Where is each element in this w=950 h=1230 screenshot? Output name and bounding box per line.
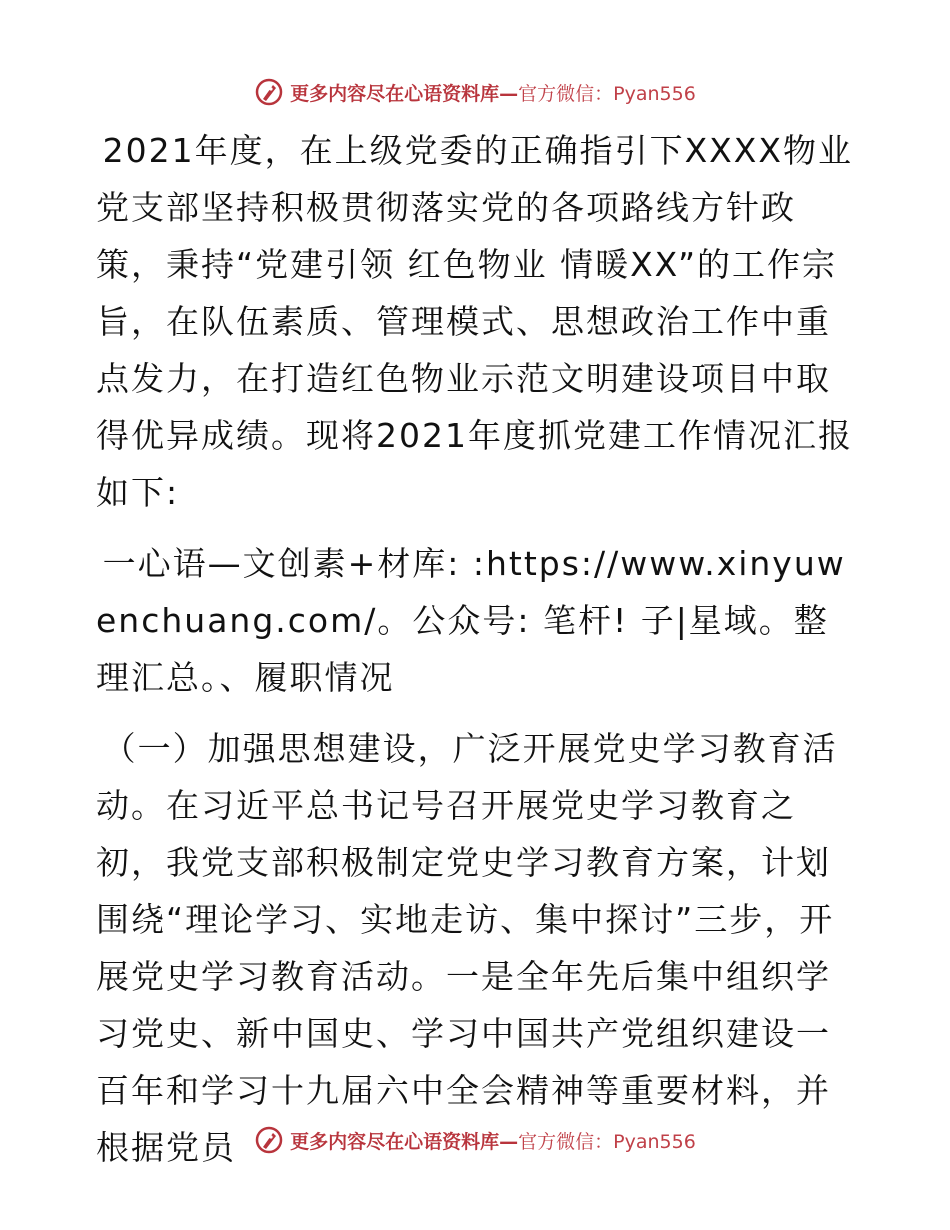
watermark-banner-top xyxy=(0,72,950,112)
pen-nib-circle-icon xyxy=(254,1125,284,1155)
watermark-banner-bottom xyxy=(0,1120,950,1160)
pen-nib-circle-icon xyxy=(254,77,284,107)
paragraph-source-note: 一心语—文创素+材库: :https://www.xinyuwenchuang.com/。公众号: 笔杆! 子|星域。整理汇总。、履职情况 xyxy=(96,544,846,697)
document-body xyxy=(96,122,856,1176)
watermark-contact: 官方微信：Pyan556 xyxy=(518,1130,696,1153)
watermark-text: 更多内容尽在心语资料库—官方微信：Pyan556 xyxy=(290,1130,696,1153)
watermark-text: 更多内容尽在心语资料库—官方微信：Pyan556 xyxy=(290,82,696,105)
paragraph-section-one: （一）加强思想建设，广泛开展党史学习教育活动。在习近平总书记号召开展党史学习教育之初，我党支部积极制定党史学习教育方案，计划围绕“理论学习、实地走访、集中探讨”三步，开展党史学习教育活动。一是全年先后集中组织学习党史、新中国史、学习中国共产党组织建设一百年和学习十九届六中全会精神等重要材料，并根据党员 xyxy=(96,729,838,1167)
paragraph-intro: 2021年度，在上级党委的正确指引下XXXX物业党支部坚持积极贯彻落实党的各项路线方针政策，秉持“党建引领 红色物业 情暖XX”的工作宗旨，在队伍素质、管理模式、思想政治工作中重点发力，在打造红色物业示范文明建设项目中取得优异成绩。现将2021年度抓党建工作情况汇报如下: xyxy=(96,131,854,512)
watermark-contact: 官方微信：Pyan556 xyxy=(518,82,696,105)
